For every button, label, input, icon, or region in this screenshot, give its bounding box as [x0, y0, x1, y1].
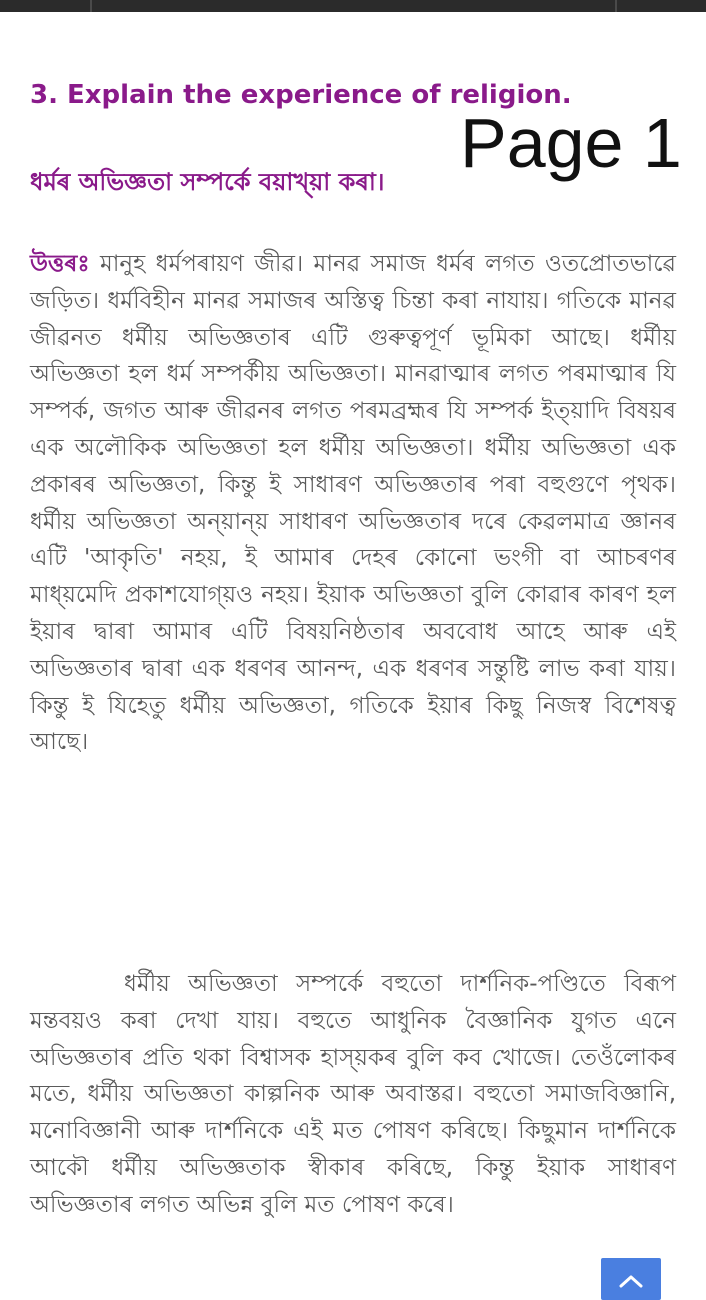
- question-heading-assamese: ধৰ্মৰ অভিজ্ঞতা সম্পৰ্কে বয়াখ্য়া কৰা।: [30, 168, 385, 196]
- answer-paragraph-1: [30, 246, 676, 761]
- answer-paragraph-1-text: মানুহ ধৰ্মপৰায়ণ জীৱ। মানৱ সমাজ ধৰ্মৰ লগত ওতপ্ৰোতভাৱে জড়িত। ধৰ্মবিহীন মানৱ সমাজৰ অস্তিত্ব চিন্তা কৰা নাযায়। গতিকে মানৱ জীৱনত ধৰ্মীয় অভিজ্ঞতাৰ এটি গুৰুত্বপূৰ্ণ ভূমিকা আছে। ধৰ্মীয় অভিজ্ঞতা হল ধৰ্ম সম্পৰ্কীয় অভিজ্ঞতা। মানৱাত্মাৰ লগত পৰমাত্মাৰ যি সম্পৰ্ক, জগত আৰু জীৱনৰ লগত পৰমব্ৰহ্মৰ যি সম্পৰ্ক ইত্য়াদি বিষয়ৰ এক অলৌকিক অভিজ্ঞতা হল ধৰ্মীয় অভিজ্ঞতা। ধৰ্মীয় অভিজ্ঞতা এক প্ৰকাৰৰ অভিজ্ঞতা, কিন্তু ই সাধাৰণ অভিজ্ঞতাৰ পৰা বহুগুণে পৃথক। ধৰ্মীয় অভিজ্ঞতা অন্য়ান্য় সাধাৰণ অভিজ্ঞতাৰ দৰে কেৱলমাত্ৰ জ্ঞানৰ এটি 'আকৃতি' নহয়, ই আমাৰ দেহৰ কোনো ভংগী বা আচৰণৰ মাধ্য়মেদি প্ৰকাশযোগ্য়ও নহয়। ইয়াক অভিজ্ঞতা বুলি কোৱাৰ কাৰণ হল ইয়াৰ দ্বাৰা আমাৰ এটি বিষয়নিষ্ঠতাৰ অববোধ আহে আৰু এই অভিজ্ঞতাৰ দ্বাৰা এক ধৰণৰ আনন্দ, এক ধৰণৰ সন্তুষ্টি লাভ কৰা যায়। কিন্তু ই যিহেতু ধৰ্মীয় অভিজ্ঞতা, গতিকে ইয়াৰ কিছু নিজস্ব বিশেষত্ব আছে।: [30, 251, 677, 756]
- tab-divider: [90, 0, 92, 12]
- top-bar: [0, 0, 706, 12]
- answer-label: উত্তৰঃ: [30, 251, 90, 277]
- page-label: Page 1: [460, 104, 682, 182]
- question-heading-english: 3. Explain the experience of religion.: [30, 80, 572, 110]
- scroll-to-top-button[interactable]: [601, 1258, 661, 1300]
- chevron-up-icon: [619, 1274, 643, 1288]
- tab-divider: [615, 0, 617, 12]
- answer-paragraph-2: ধৰ্মীয় অভিজ্ঞতা সম্পৰ্কে বহুতো দাৰ্শনিক-পণ্ডিতে বিৰূপ মন্তবয়ও কৰা দেখা যায়। বহুতে আধুনিক বৈজ্ঞানিক যুগত এনে অভিজ্ঞতাৰ প্ৰতি থকা বিশ্বাসক হাস্য়কৰ বুলি কব খোজে। তেওঁলোকৰ মতে, ধৰ্মীয় অভিজ্ঞতা কাল্পনিক আৰু অবাস্তৱ। বহুতো সমাজবিজ্ঞানি, মনোবিজ্ঞানী আৰু দাৰ্শনিকে এই মত পোষণ কৰিছে। কিছুমান দাৰ্শনিকে আকৌ ধৰ্মীয় অভিজ্ঞতাক স্বীকাৰ কৰিছে, কিন্তু ইয়াক সাধাৰণ অভিজ্ঞতাৰ লগত অভিন্ন বুলি মত পোষণ কৰে।: [30, 971, 676, 1218]
